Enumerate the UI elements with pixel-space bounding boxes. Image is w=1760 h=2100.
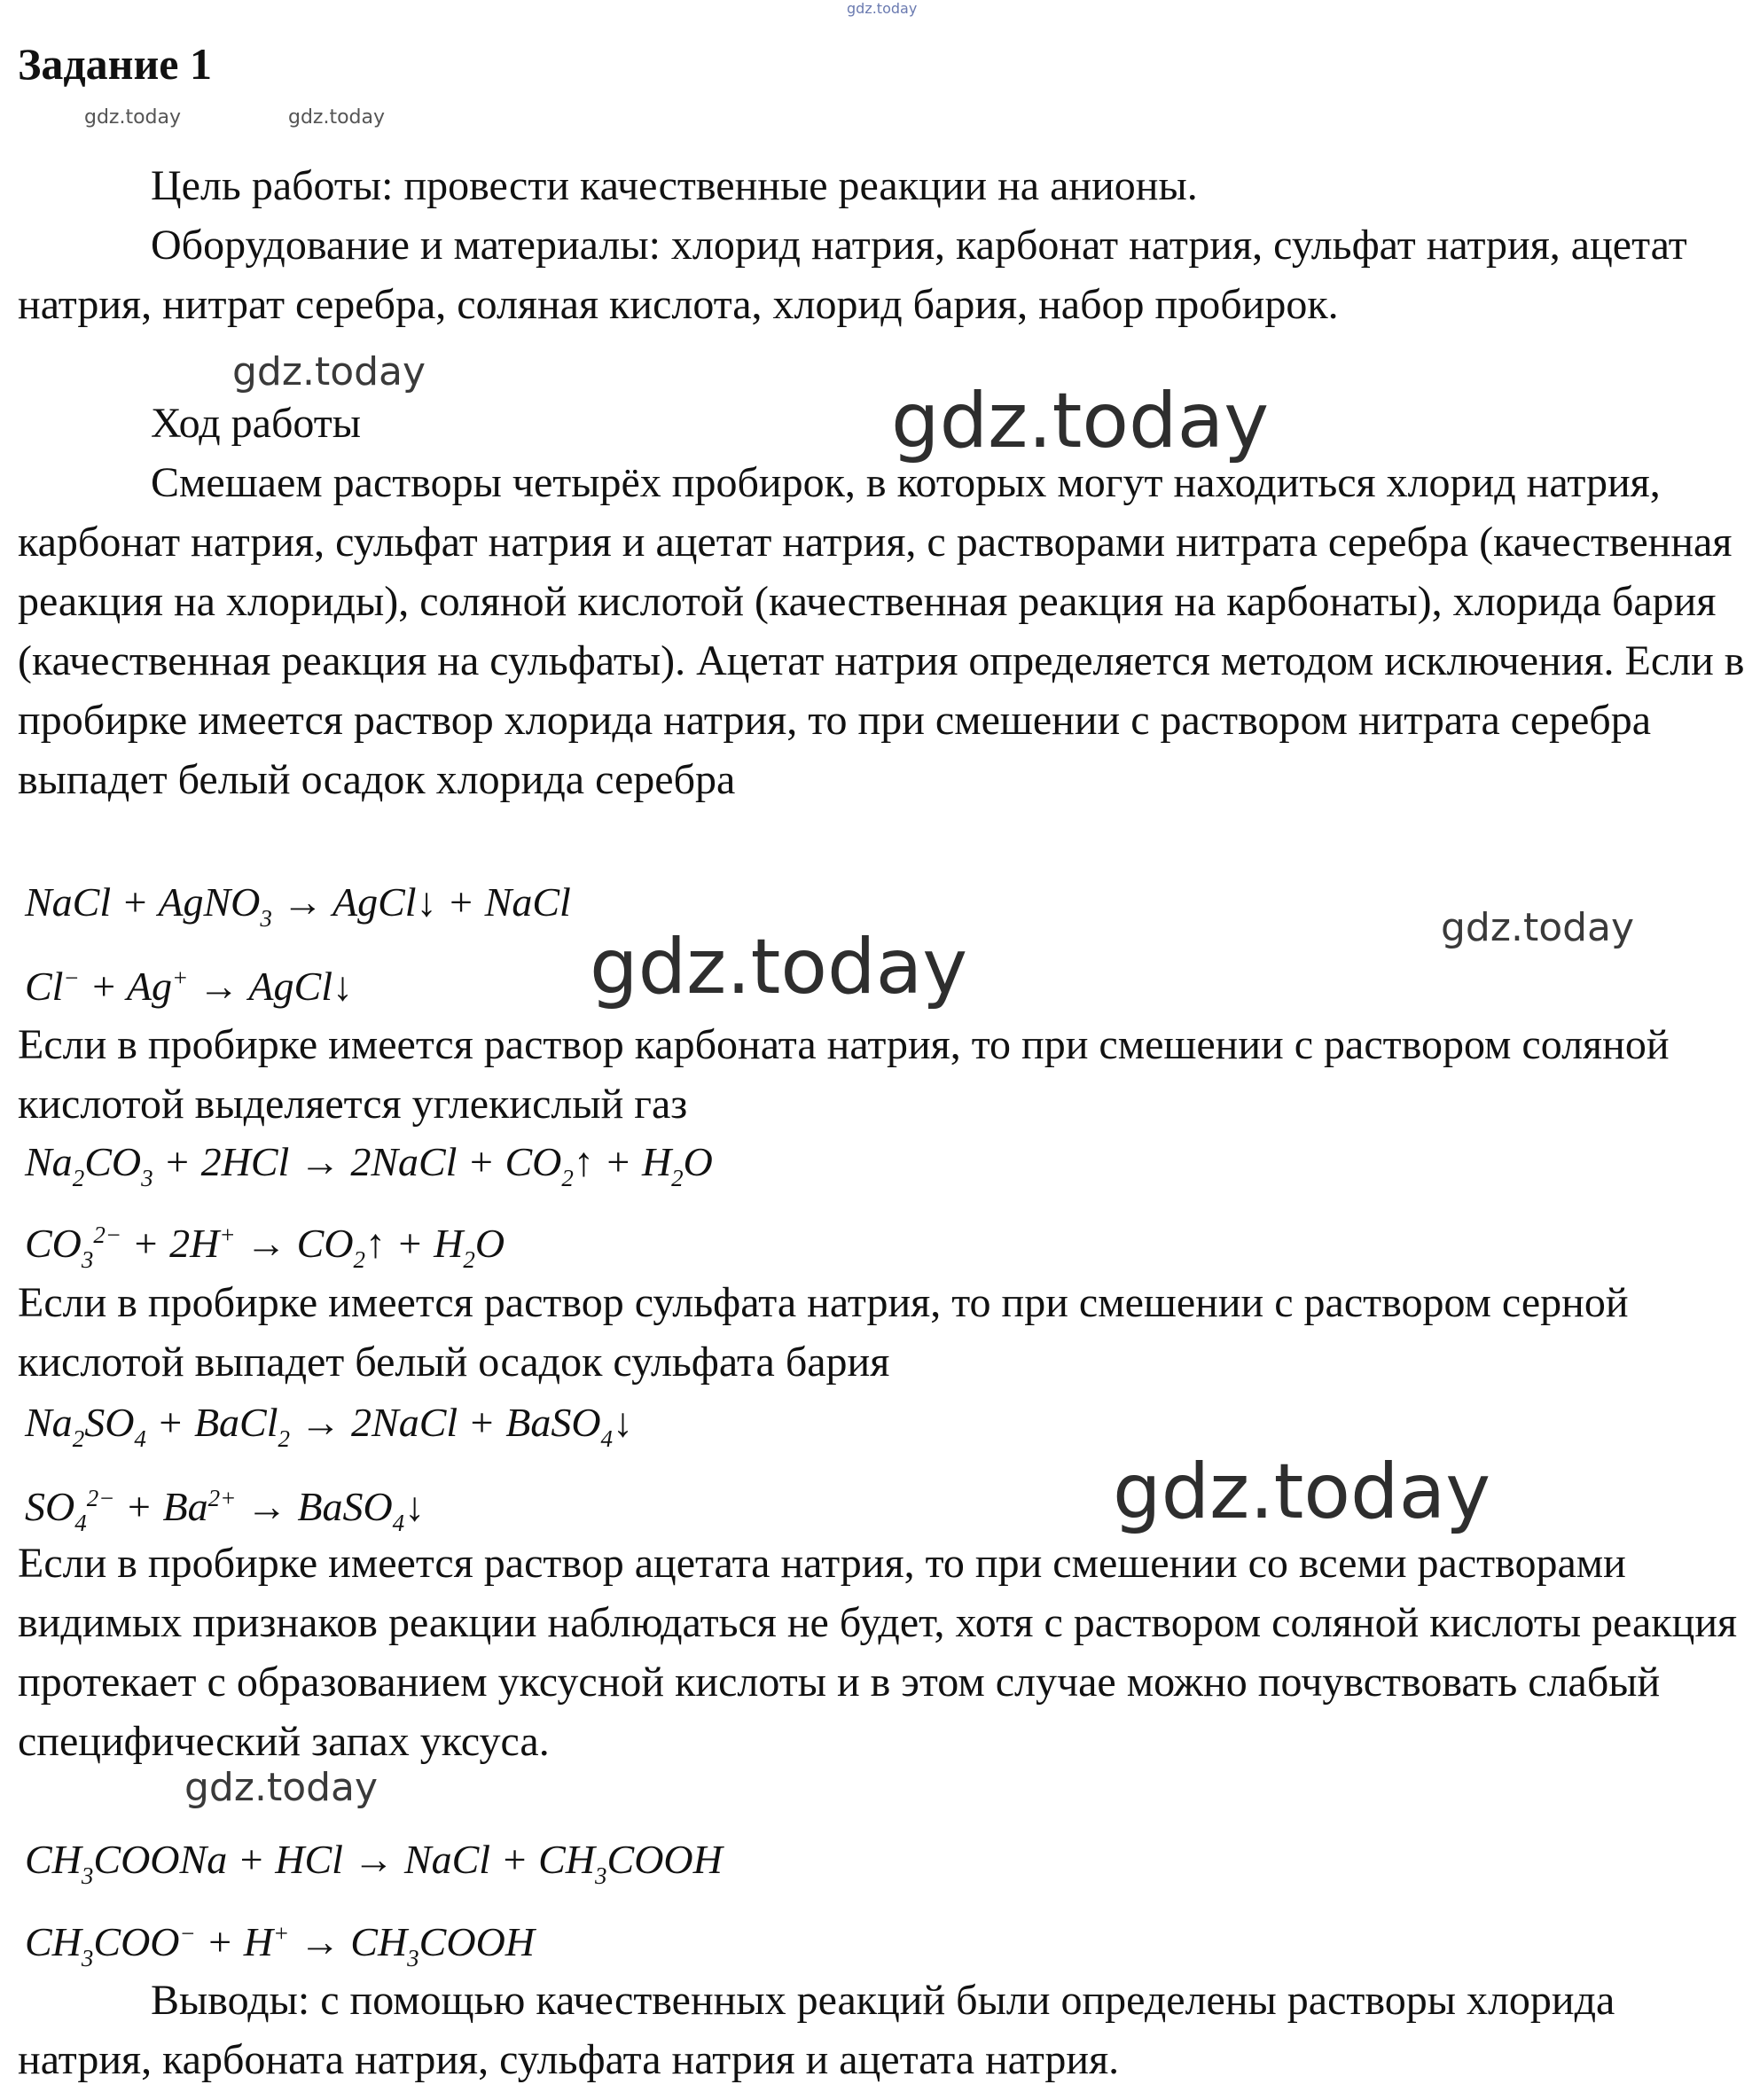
- task-title: Задание 1: [18, 39, 212, 89]
- watermark: gdz.today: [1113, 1448, 1491, 1536]
- equation-na2so4-bacl2: $Na_2SO_4$ + BaCl$_2$ → 2NaCl + BaSO$_4$↓: [25, 1400, 634, 1452]
- watermark: gdz.today: [1441, 905, 1635, 950]
- sulfate-paragraph: Если в пробирке имеется раствор сульфата натрия, то при смешении с раствором серной кислотой выпадет белый осадок сульфата бария: [18, 1279, 1629, 1386]
- conclusion-paragraph: Выводы: с помощью качественных реакций были определены растворы хлорида натрия, карбоната натрия, сульфата натрия и ацетата натрия.: [18, 1977, 1615, 2083]
- procedure-heading: Ход работы: [151, 400, 361, 447]
- watermark: gdz.today: [590, 923, 968, 1011]
- watermark: gdz.today: [84, 106, 182, 129]
- carbonate-paragraph: Если в пробирке имеется раствор карбоната натрия, то при смешении с раствором соляной кислотой выделяется углекислый газ: [18, 1021, 1670, 1128]
- watermark: gdz.today: [184, 1765, 379, 1810]
- goal-paragraph: Цель работы: провести качественные реакции на анионы.: [151, 162, 1198, 209]
- equation-cl-ag-ionic: Cl− + Ag+ → AgCl↓: [25, 964, 353, 1009]
- equation-ch3coona-hcl: $CH_3COONa$ + HCl → NaCl + $CH_3COOH$: [25, 1837, 723, 1889]
- watermark: gdz.today: [232, 349, 426, 394]
- watermark: gdz.today: [847, 0, 918, 17]
- equation-so4-ba-ionic: $SO_4^{2-} + Ba^{2+}$ → BaSO$_4$↓: [25, 1484, 426, 1536]
- equation-nacl-agno3: NaCl + AgNO$_3$ → AgCl↓ + NaCl: [25, 879, 571, 932]
- equation-ch3coo-h-ionic: $CH_3COO^- + H^+$ → $CH_3COOH$: [25, 1919, 536, 1971]
- acetate-paragraph: Если в пробирке имеется раствор ацетата натрия, то при смешении со всеми растворами видимых признаков реакции наблюдаться не будет, хотя с раствором соляной кислоты реакция протекает с образованием уксусной кислоты и в этом случае можно почувствовать слабый специфический запах уксуса.: [18, 1540, 1738, 1765]
- equation-na2co3-hcl: $Na_2CO_3 + 2HCl$ → 2NaCl + $CO_2↑ + H_2O$: [25, 1139, 713, 1191]
- watermark: gdz.today: [288, 106, 386, 129]
- procedure-paragraph: Смешаем растворы четырёх пробирок, в которых могут находиться хлорид натрия, карбонат натрия, сульфат натрия и ацетат натрия, с растворами нитрата серебра (качественная реакция на хлориды), соляной кислотой (качественная реакция на карбонаты), хлорида бария (качественная реакция на сульфаты). Ацетат натрия определяется методом исключения. Если в пробирке имеется раствор хлорида натрия, то при смешении с раствором нитрата серебра выпадет белый осадок хлорида серебра: [18, 459, 1745, 803]
- equipment-paragraph: Оборудование и материалы: хлорид натрия, карбонат натрия, сульфат натрия, ацетат натрия, нитрат серебра, соляная кислота, хлорид бария, набор пробирок.: [18, 222, 1687, 328]
- watermark: gdz.today: [891, 377, 1270, 465]
- equation-co3-h-ionic: $CO_3^{2-} + 2H^+$ → $CO_2↑ + H_2O$: [25, 1221, 505, 1273]
